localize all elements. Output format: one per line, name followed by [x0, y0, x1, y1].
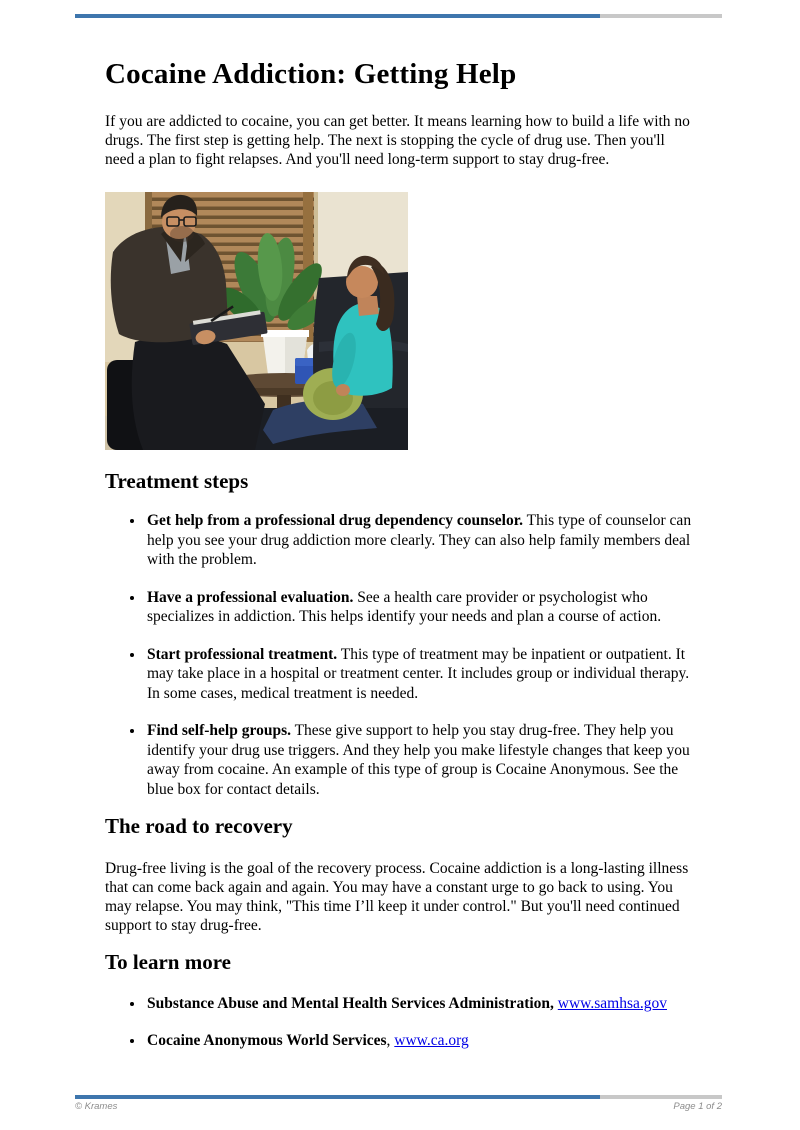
page-title: Cocaine Addiction: Getting Help	[105, 58, 517, 90]
footer-page-number: Page 1 of 2	[673, 1101, 722, 1112]
document-content	[105, 0, 697, 1068]
learn-more-heading: To learn more	[105, 950, 231, 974]
step-bold-lead: Start professional treatment.	[147, 645, 338, 663]
treatment-step-item	[145, 511, 697, 570]
step-bold-lead: Find self-help groups.	[147, 722, 291, 739]
step-text: See a health care provider or psychologist who specializes in addiction. This helps identify your needs and plan a course of action.	[147, 588, 662, 625]
treatment-steps-heading: Treatment steps	[105, 469, 249, 493]
footer-rule-gray-segment	[600, 1095, 722, 1099]
resource-name: Cocaine Anonymous World Services	[147, 1032, 387, 1049]
footer	[75, 1101, 722, 1112]
resource-item	[145, 1031, 697, 1050]
footer-rule	[75, 1095, 722, 1099]
recovery-heading: The road to recovery	[105, 814, 293, 838]
counseling-photo-illustration	[105, 192, 408, 450]
treatment-steps-list	[105, 511, 697, 799]
step-text: This type of treatment may be inpatient or outpatient. It may take place in a hospital or treatment center. It includes group or individual therapy. In some cases, medical treatment is needed.	[147, 645, 690, 702]
step-text: These give support to help you stay drug-free. They help you identify your drug use triggers. And they help you make lifestyle changes that keep you away from cocaine. An example of this type of group is Cocaine Anonymous. See the blue box for contact details.	[147, 722, 690, 798]
step-bold-lead: Get help from a professional drug dependency counselor.	[147, 512, 524, 529]
step-bold-lead: Have a professional evaluation.	[147, 588, 354, 606]
treatment-step-item	[145, 588, 697, 627]
treatment-step-item	[145, 721, 697, 799]
footer-copyright: © Krames	[75, 1101, 118, 1112]
resource-item	[145, 994, 697, 1013]
step-text: This type of counselor can help you see your drug addiction more clearly. They can also help family members deal with the problem.	[147, 512, 692, 568]
treatment-step-item	[145, 645, 697, 704]
learn-more-list	[105, 994, 697, 1050]
intro-paragraph: If you are addicted to cocaine, you can get better. It means learning how to build a life with no drugs. The first step is getting help. The next is stopping the cycle of drug use. Then you'll need a plan to fight relapses. And you'll need long-term support to stay drug-free.	[105, 113, 690, 168]
counseling-photo	[105, 192, 697, 450]
ca-link[interactable]: www.ca.org	[394, 1032, 469, 1049]
footer-rule-blue-segment	[75, 1095, 600, 1099]
samhsa-link[interactable]: www.samhsa.gov	[557, 995, 667, 1012]
recovery-paragraph: Drug-free living is the goal of the recovery process. Cocaine addiction is a long-lasting illness that can come back again and again. You may have a constant urge to go back to using. You may relapse. You may think, "This time I’ll keep it under control." But you'll need continued support to stay drug-free.	[105, 860, 689, 934]
resource-name: Substance Abuse and Mental Health Services Administration,	[147, 995, 554, 1012]
resource-separator: ,	[386, 1032, 395, 1049]
